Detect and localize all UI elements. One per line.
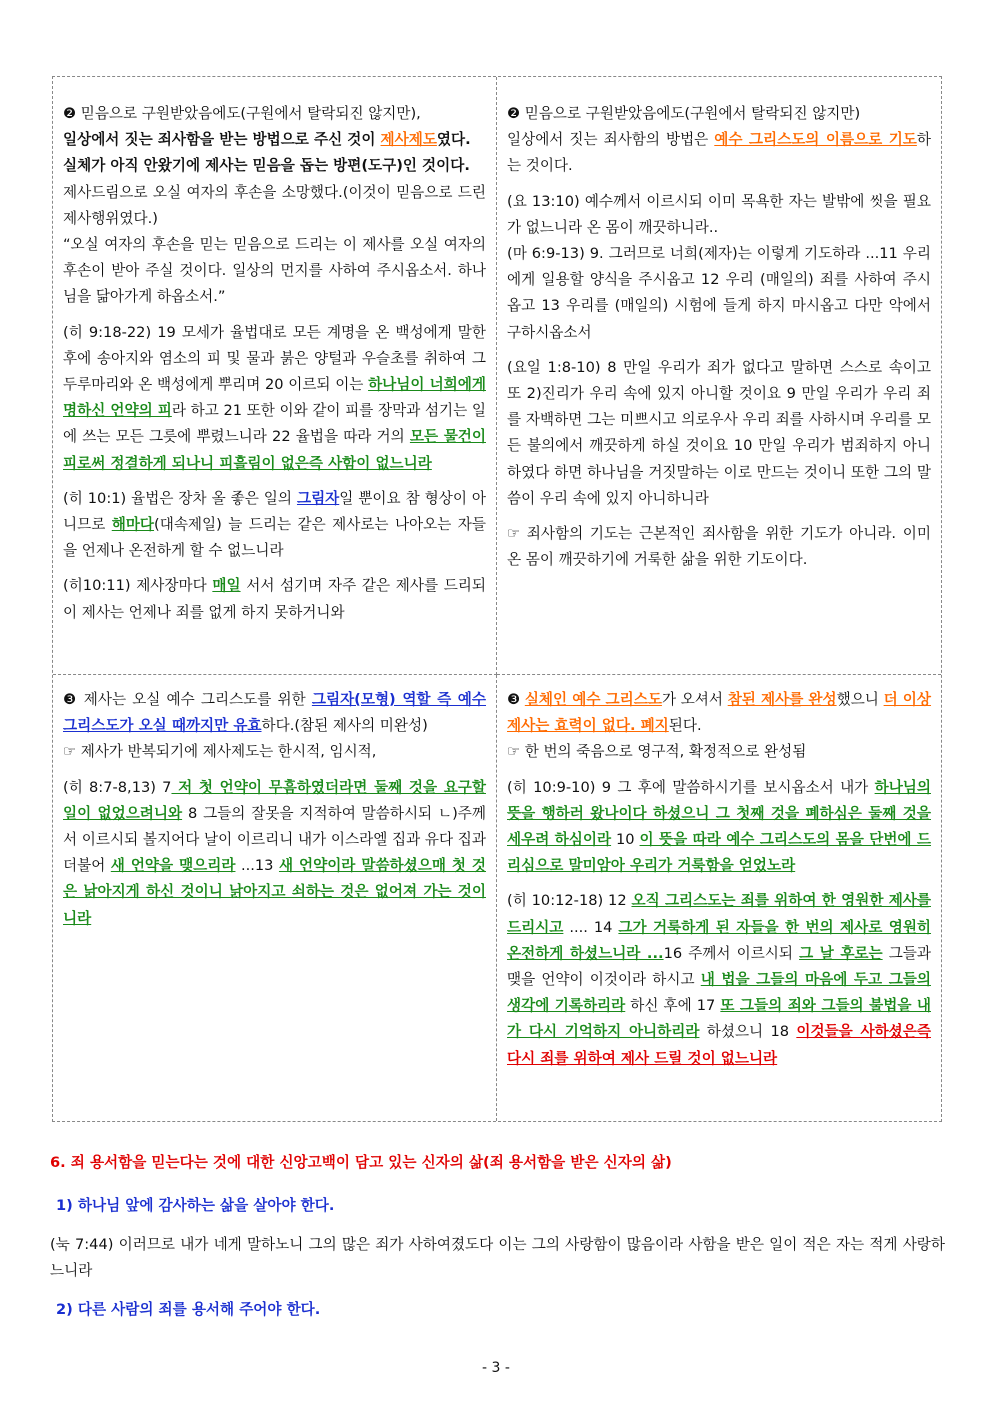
section-6-heading: 6. 죄 용서함을 믿는다는 것에 대한 신앙고백이 담고 있는 신자의 삶(죄 용서함을 받은 신자의 삶) [50, 1154, 672, 1171]
left1-bold2: 실체가 아직 안왔기에 제사는 믿음을 돕는 방편(도구)인 것이다. [63, 157, 470, 175]
right2-note: ☞ 한 번의 죽음으로 영구적, 확정적으로 완성됨 [507, 743, 807, 761]
cell-left-sacrifice-system [53, 77, 497, 675]
left1-intro: ❷ 믿음으로 구원받았음에도(구원에서 탈락되진 않지만), [63, 105, 421, 122]
left1-text1: 제사드림으로 오실 여자의 후손을 소망했다.(이것이 믿음으로 드린 제사행위였다.) [63, 183, 486, 227]
right2-heb10a: (히 10:9-10) 9 그 후에 말씀하시기를 보시옵소서 내가 하나님의 뜻을 행하러 왔나이다 하셨으니 그 첫째 것을 폐하심은 둘째 것을 세우려 하심이라 10 이 뜻을 따라 예수 그리스도의 몸을 단번에 드리심으로 말미암아 우리가 거룩함을 얻었노라 [507, 778, 932, 875]
cell-left-shadow [53, 675, 497, 1121]
cell-right-fulfilment [497, 675, 941, 1121]
cell-right-prayer [497, 77, 941, 675]
right2-intro: ❸ 실체인 예수 그리스도가 오셔서 참된 제사를 완성했으니 더 이상 제사는 효력이 없다. 폐지된다. [507, 691, 932, 735]
right2-heb10b: (히 10:12-18) 12 오직 그리스도는 죄를 위하여 한 영원한 제사를 드리시고 .... 14 그가 거룩하게 된 자들을 한 번의 제사로 영원히 온전하게 하셨느니라 ...16 주께서 이르시되 그 날 후로는 그들과 맺을 언약이 이것이라 하시고 내 법을 그들의 마음에 두고 그들의 생각에 기록하리라 하신 후에 17 또 그들의 죄와 그들의 불법을 내가 다시 기억하지 아니하리라 하셨으니 18 이것들을 사하셨은즉 다시 죄를 위하여 제사 드릴 것이 없느니라 [507, 892, 932, 1067]
right1-matt: (마 6:9-13) 9. 그러므로 너희(제자)는 이렇게 기도하라 ...11 우리에게 일용할 양식을 주시옵고 12 우리 (매일의) 죄를 사하여 주시옵고 13 우리를 (매일의) 시험에 들게 하지 마시옵고 다만 악에서 구하시옵소서 [507, 245, 931, 341]
right1-john: (요 13:10) 예수께서 이르시되 이미 목욕한 자는 발밖에 씻을 필요가 없느니라 온 몸이 깨끗하니라.. [507, 192, 931, 236]
comparison-table [52, 76, 942, 1122]
left1-bold1: 일상에서 짓는 죄사함을 받는 방법으로 주신 것이 제사제도였다. [63, 131, 471, 149]
section-6-item-1: 1) 하나님 앞에 감사하는 삶을 살아야 한다. [56, 1197, 335, 1214]
luke-verse: (눅 7:44) 이러므로 내가 네게 말하노니 그의 많은 죄가 사하여졌도다 이는 그의 사랑함이 많음이라 사함을 받은 일이 적은 자는 적게 사랑하느니라 [50, 1236, 945, 1279]
left1-heb11: (히10:11) 제사장마다 매일 서서 섬기며 자주 같은 제사를 드리되 이 제사는 언제나 죄를 없게 하지 못하거니와 [63, 577, 486, 621]
left2-heb8: (히 8:7-8,13) 7 저 첫 언약이 무흠하였더라면 둘째 것을 요구할 일이 없었으려니와 8 그들의 잘못을 지적하여 말씀하시되 ㄴ)주께서 이르시되 볼지어다 날이 이르리니 내가 이스라엘 집과 유다 집과 더불어 새 언약을 맺으리라 ...13 새 언약이라 말씀하셨으매 첫 것은 낡아지게 하신 것이니 낡아지고 쇠하는 것은 없어져 가는 것이니라 [63, 778, 487, 927]
left1-heb9: (히 9:18-22) 19 모세가 율법대로 모든 계명을 온 백성에게 말한 후에 송아지와 염소의 피 및 물과 붉은 양털과 우슬초를 취하여 그 두루마리와 온 백성에게 뿌리며 20 이르되 이는 하나님이 너희에게 명하신 언약의 피라 하고 21 또한 이와 같이 피를 장막과 섬기는 일에 쓰는 모든 그릇에 뿌렸느니라 22 율법을 따라 거의 모든 물건이 피로써 정결하게 되나니 피흘림이 없은즉 사함이 없느니라 [63, 323, 486, 472]
section-6-item-2: 2) 다른 사람의 죄를 용서해 주어야 한다. [56, 1301, 321, 1318]
left1-text2: “오실 여자의 후손을 믿는 믿음으로 드리는 이 제사를 오실 여자의 후손이 받아 주실 것이다. 일상의 먼지를 사하여 주시옵소서. 하나님을 닮아가게 하옵소서.” [63, 236, 486, 306]
right1-ijohn: (요일 1:8-10) 8 만일 우리가 죄가 없다고 말하면 스스로 속이고 또 2)진리가 우리 속에 있지 아니할 것이요 9 만일 우리가 우리 죄를 자백하면 그는 미쁘시고 의로우사 우리 죄를 사하시며 우리를 모든 불의에서 깨끗하게 하실 것이요 10 만일 우리가 범죄하지 아니하였다 하면 하나님을 거짓말하는 이로 만드는 것이니 또한 그의 말씀이 우리 속에 있지 아니하니라 [507, 358, 931, 507]
right1-intro: ❷ 믿음으로 구원받았음에도(구원에서 탈락되진 않지만) [507, 105, 861, 122]
page-number: - 3 - [482, 1360, 510, 1376]
right1-text1: 일상에서 짓는 죄사함의 방법은 예수 그리스도의 이름으로 기도하는 것이다. [507, 131, 931, 175]
right1-note: ☞ 죄사함의 기도는 근본적인 죄사함을 위한 기도가 아니라. 이미 온 몸이 깨끗하기에 거룩한 삶을 위한 기도이다. [507, 525, 931, 569]
left2-intro: ❸ 제사는 오실 예수 그리스도를 위한 그림자(모형) 역할 즉 예수 그리스도가 오실 때까지만 유효하다.(참된 제사의 미완성) [63, 691, 486, 735]
left2-note: ☞ 제사가 반복되기에 제사제도는 한시적, 임시적, [63, 743, 377, 761]
left1-heb10: (히 10:1) 율법은 장차 올 좋은 일의 그림자일 뿐이요 참 형상이 아니므로 해마다(대속제일) 늘 드리는 같은 제사로는 나아오는 자들을 언제나 온전하게 할 수 없느니라 [63, 489, 486, 560]
